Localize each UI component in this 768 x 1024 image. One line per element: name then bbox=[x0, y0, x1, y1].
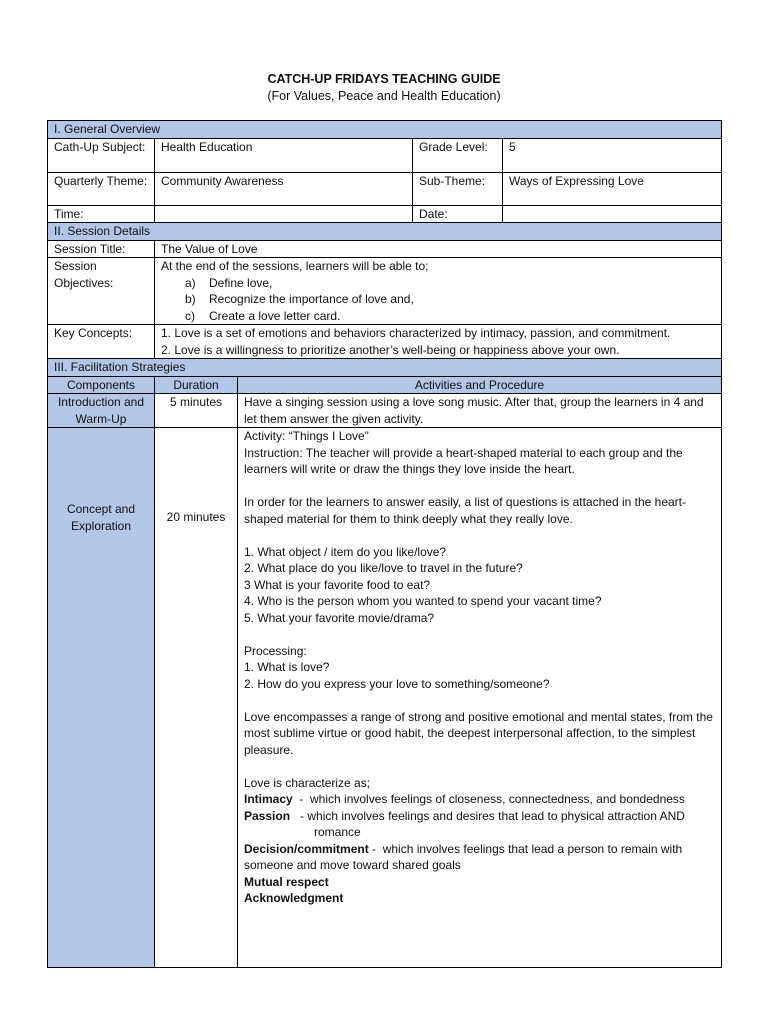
subtheme-value: Ways of Expressing Love bbox=[503, 172, 722, 205]
processing-label: Processing: bbox=[244, 643, 307, 658]
subject-value: Health Education bbox=[155, 138, 413, 172]
section-heading: III. Facilitation Strategies bbox=[48, 359, 722, 377]
col-activities: Activities and Procedure bbox=[238, 376, 722, 394]
romance-text: romance bbox=[314, 825, 361, 839]
decision-line bbox=[244, 841, 715, 874]
objective-text: Create a love letter card. bbox=[209, 308, 341, 323]
session-details-header bbox=[48, 223, 722, 241]
objective-marker: a) bbox=[185, 275, 196, 290]
objectives-cell bbox=[155, 258, 722, 325]
passion-term: Passion bbox=[244, 808, 291, 823]
section-heading: II. Session Details bbox=[48, 223, 722, 241]
processing-item: 1. What is love? bbox=[244, 660, 330, 674]
activity-title: Activity: “Things I Love” bbox=[244, 429, 369, 443]
question-item: 5. What your favorite movie/drama? bbox=[244, 610, 435, 625]
activity-note: In order for the learners to answer easily, a list of questions is attached in the heart-shaped material for them to think deeply what they really love. bbox=[244, 495, 687, 526]
activity-instruction: Instruction: The teacher will provide a heart-shaped material to each group and the learners will write or draw the things they love inside the heart. bbox=[244, 445, 683, 476]
section-heading: I. General Overview bbox=[48, 121, 722, 139]
objectives-list bbox=[161, 275, 715, 325]
session-title-row bbox=[48, 240, 722, 258]
objectives-label: Session Objectives: bbox=[48, 258, 155, 325]
objective-item bbox=[161, 275, 715, 292]
acknowledgment: Acknowledgment bbox=[244, 891, 344, 905]
objective-item bbox=[161, 308, 715, 325]
concept-component: Concept and Exploration bbox=[48, 428, 155, 968]
concept-activity bbox=[238, 428, 722, 968]
question-item: 1. What object / item do you like/love? bbox=[244, 544, 447, 559]
time-label: Time: bbox=[48, 205, 155, 223]
objectives-intro: At the end of the sessions, learners will be able to; bbox=[161, 259, 429, 273]
general-overview-header bbox=[48, 121, 722, 139]
time-value bbox=[155, 205, 413, 223]
document-title: CATCH-UP FRIDAYS TEACHING GUIDE bbox=[267, 72, 501, 86]
love-definition: Love encompasses a range of strong and positive emotional and mental states, from the most sublime virtue or good habit, the deepest interpersonal affection, to the simplest pleasure. bbox=[244, 709, 713, 757]
grade-label: Grade Level: bbox=[413, 138, 503, 172]
theme-row bbox=[48, 172, 722, 205]
objective-text: Recognize the importance of love and, bbox=[209, 292, 414, 306]
session-title-value: The Value of Love bbox=[155, 240, 722, 258]
characterize-intro: Love is characterize as; bbox=[244, 775, 371, 790]
session-title-label: Session Title: bbox=[48, 240, 155, 258]
intro-activity: Have a singing session using a love song music. After that, group the learners in 4 and let them answer the given activity. bbox=[238, 394, 722, 428]
col-components: Components bbox=[48, 376, 155, 394]
theme-label: Quarterly Theme: bbox=[48, 172, 155, 205]
theme-value: Community Awareness bbox=[155, 172, 413, 205]
decision-term: Decision/commitment bbox=[244, 841, 369, 856]
facilitation-header bbox=[48, 359, 722, 377]
question-item: 4. Who is the person whom you wanted to spend your vacant time? bbox=[244, 594, 602, 608]
key-concepts-cell bbox=[155, 325, 722, 359]
concept-duration: 20 minutes bbox=[155, 428, 238, 968]
grade-value: 5 bbox=[503, 138, 722, 172]
decision-desc: - which involves feelings that lead a person to remain with someone and move toward shared goals bbox=[244, 841, 686, 872]
passion-line bbox=[244, 808, 715, 825]
session-objectives-row bbox=[48, 258, 722, 325]
date-value bbox=[503, 205, 722, 223]
passion-desc: - which involves feelings and desires that lead to physical attraction AND bbox=[290, 808, 685, 823]
processing-item: 2. How do you express your love to something/someone? bbox=[244, 676, 550, 691]
time-row bbox=[48, 205, 722, 223]
facilitation-column-headers bbox=[48, 376, 722, 394]
document-subtitle: (For Values, Peace and Health Education) bbox=[267, 89, 501, 103]
key-concepts-row bbox=[48, 325, 722, 359]
mutual-respect: Mutual respect bbox=[244, 874, 329, 889]
concept-row bbox=[48, 428, 722, 968]
intimacy-desc: - which involves feelings of closeness, connectedness, and bondedness bbox=[292, 792, 685, 806]
intimacy-term: Intimacy bbox=[244, 792, 293, 806]
subtheme-label: Sub-Theme: bbox=[413, 172, 503, 205]
teaching-guide-table bbox=[47, 120, 722, 968]
intro-component: Introduction and Warm-Up bbox=[48, 394, 155, 428]
question-item: 3 What is your favorite food to eat? bbox=[244, 577, 431, 592]
key-concept-item: 1. Love is a set of emotions and behaviors characterized by intimacy, passion, and commitment. bbox=[161, 326, 671, 340]
intro-row bbox=[48, 394, 722, 428]
objective-marker: b) bbox=[185, 292, 196, 306]
intimacy-line bbox=[244, 791, 715, 808]
subject-label: Cath-Up Subject: bbox=[48, 138, 155, 172]
objective-item bbox=[161, 291, 715, 308]
date-label: Date: bbox=[413, 205, 503, 223]
objective-text: Define love, bbox=[209, 275, 273, 290]
intro-duration: 5 minutes bbox=[155, 394, 238, 428]
objective-marker: c) bbox=[185, 308, 195, 323]
key-concepts-label: Key Concepts: bbox=[48, 325, 155, 359]
col-duration: Duration bbox=[155, 376, 238, 394]
question-item: 2. What place do you like/love to travel in the future? bbox=[244, 561, 523, 575]
key-concept-item: 2. Love is a willingness to prioritize another’s well-being or happiness above your own. bbox=[161, 342, 620, 357]
subject-row bbox=[48, 138, 722, 172]
